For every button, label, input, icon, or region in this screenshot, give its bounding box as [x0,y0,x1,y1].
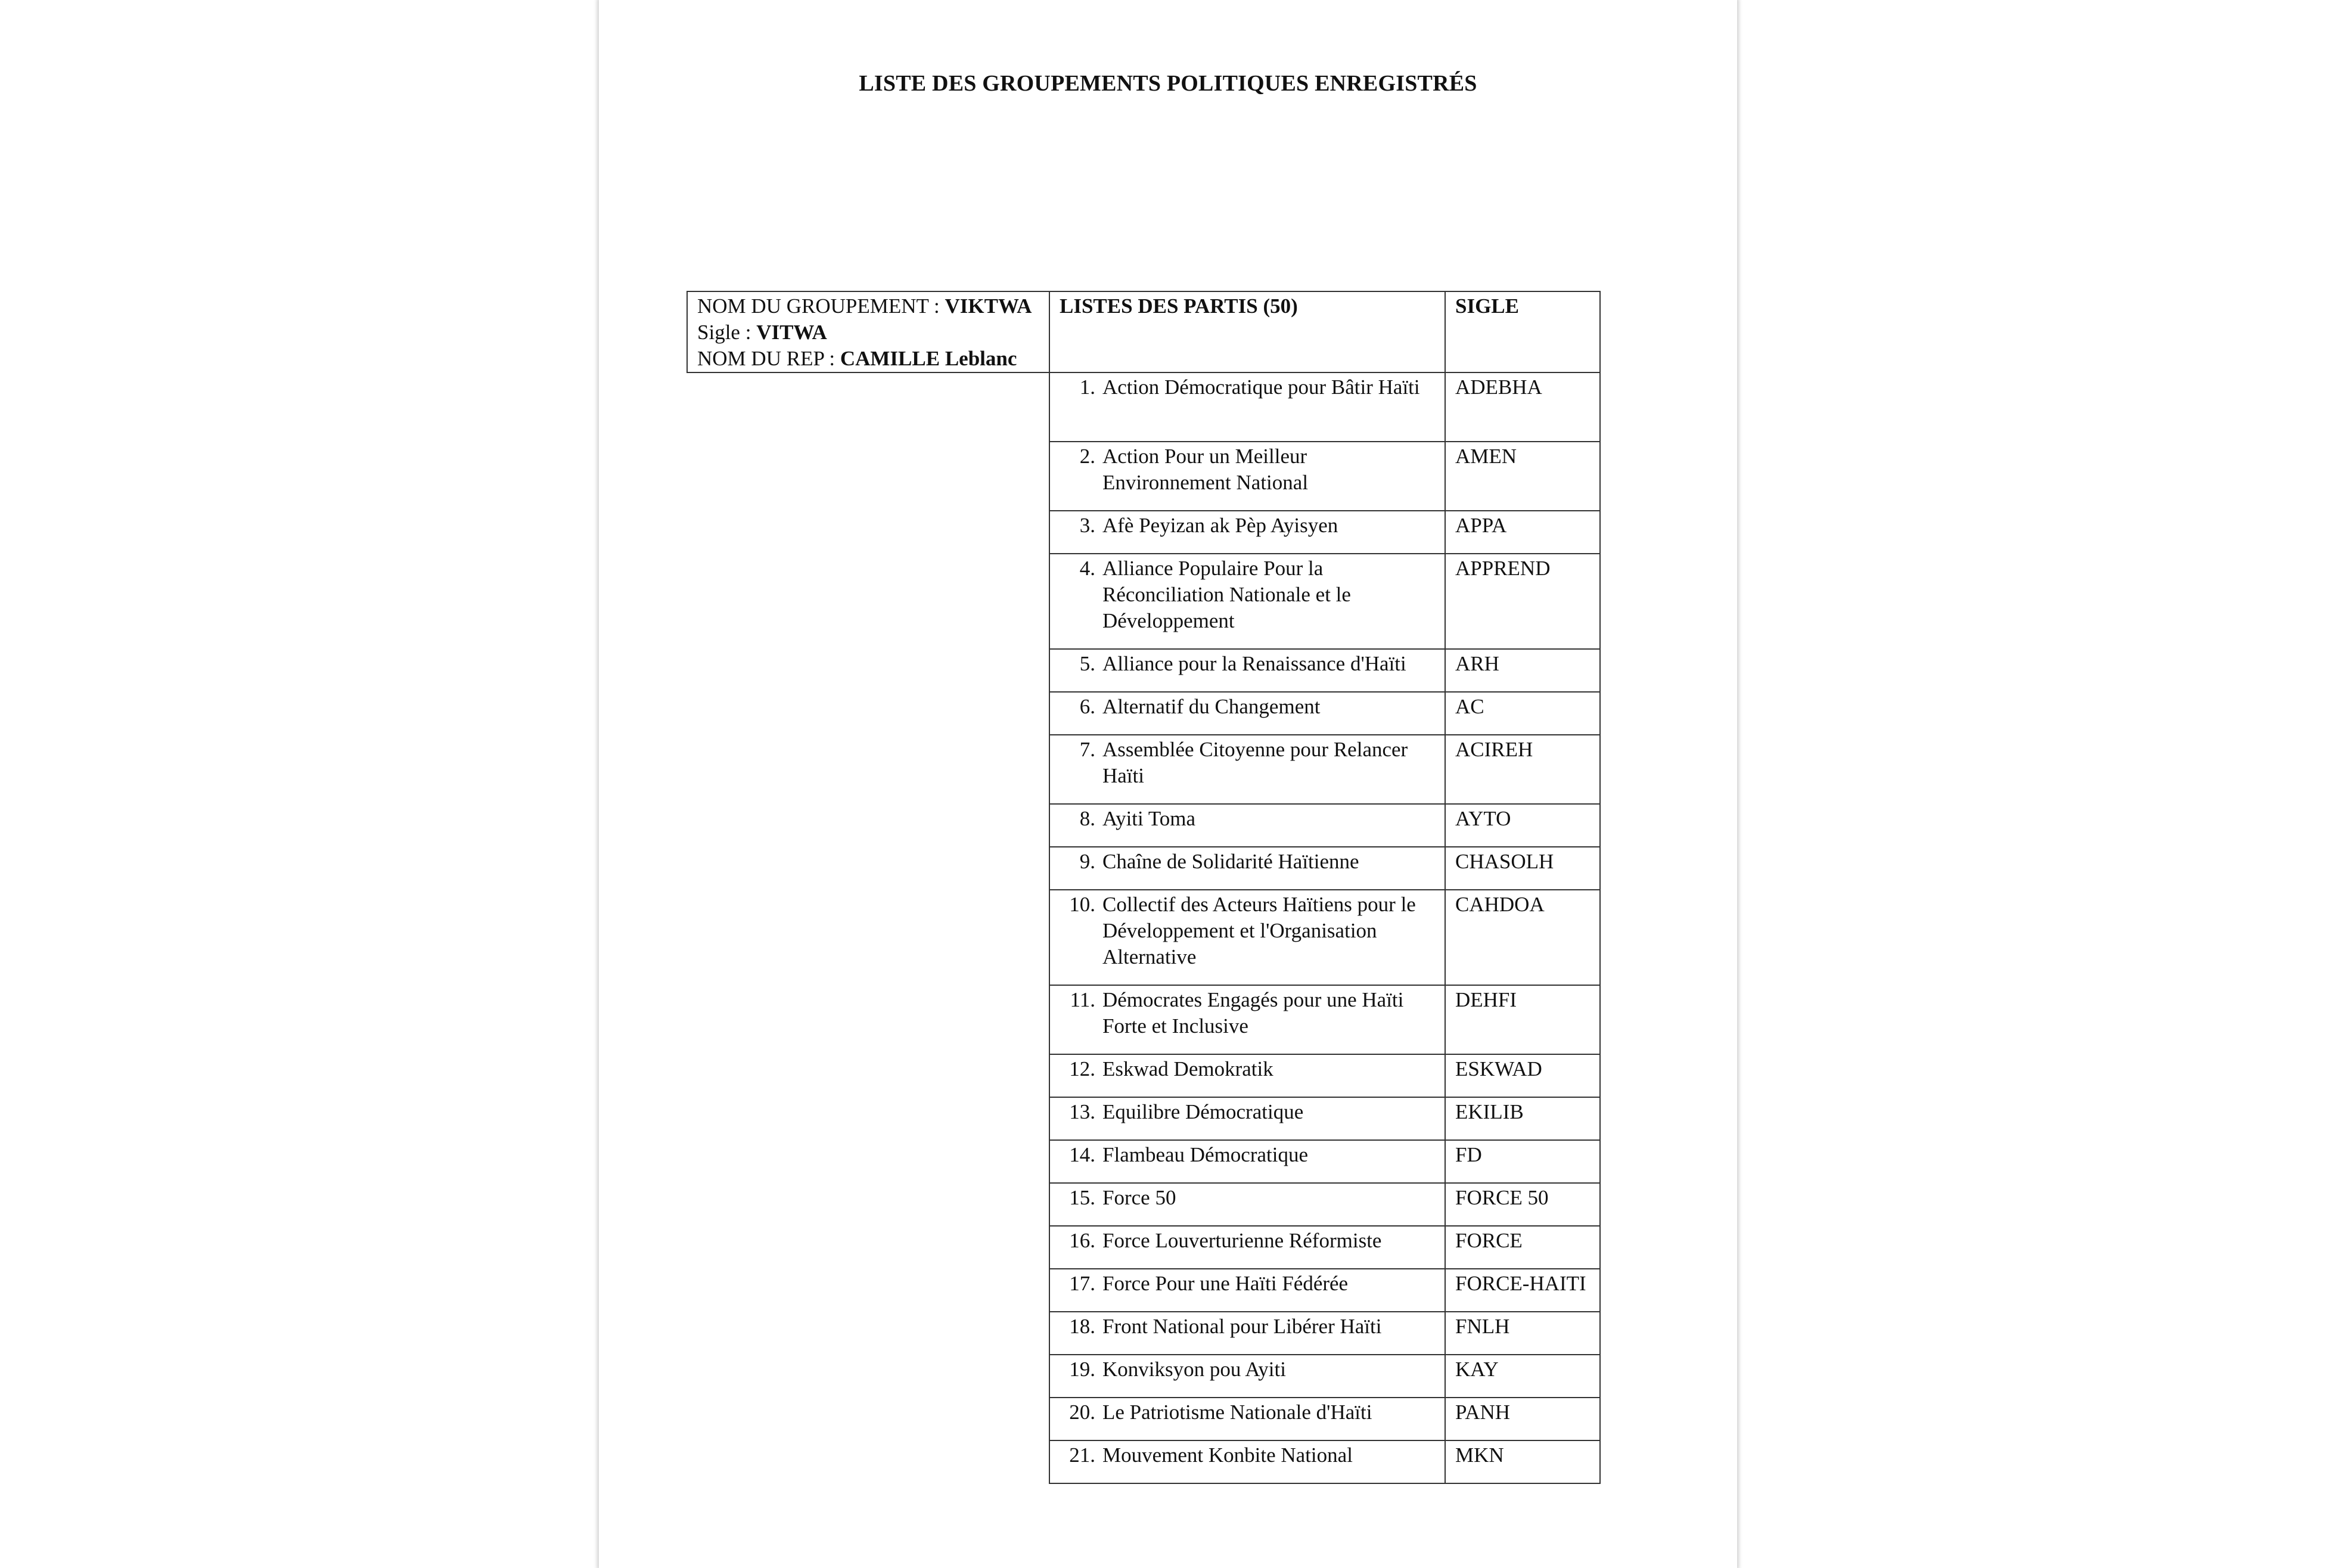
party-name-cell [1049,442,1445,511]
party-name: Alliance pour la Renaissance d'Haïti [1102,652,1406,675]
party-name-cell [1049,1355,1445,1398]
group-name-value: VIKTWA [945,294,1032,318]
table-row [687,1140,1600,1183]
parties-table [686,291,1601,1484]
table-row [687,1269,1600,1312]
table-row [687,1054,1600,1097]
party-name-cell [1049,985,1445,1054]
party-name: Eskwad Demokratik [1102,1057,1273,1080]
group-rep-line [697,346,1040,372]
party-entry [1060,1271,1436,1297]
table-row [687,890,1600,985]
party-sigle: FORCE [1445,1226,1600,1269]
group-rep-label: NOM DU REP : [697,347,840,370]
table-header-row [687,291,1600,372]
party-name: Assemblée Citoyenne pour Relancer Haïti [1102,738,1408,787]
blank-cell [687,1097,1049,1140]
party-sigle: FNLH [1445,1312,1600,1355]
party-name: Alliance Populaire Pour la Réconciliation Nationale et le Développement [1102,557,1351,632]
party-name: Afè Peyizan ak Pèp Ayisyen [1102,514,1338,537]
party-number: 2. [1079,445,1095,468]
table-row [687,804,1600,847]
party-name-cell [1049,890,1445,985]
blank-cell [687,1140,1049,1183]
party-name: Mouvement Konbite National [1102,1443,1353,1467]
blank-cell [687,1440,1049,1483]
party-entry [1060,1314,1436,1340]
party-entry [1060,1442,1436,1468]
party-number: 13. [1069,1100,1095,1123]
party-sigle: MKN [1445,1440,1600,1483]
party-name-cell [1049,1097,1445,1140]
party-name: Force Louverturienne Réformiste [1102,1229,1382,1252]
blank-cell [687,847,1049,890]
blank-cell [687,1054,1049,1097]
party-entry [1060,987,1436,1039]
group-info-cell [687,291,1049,372]
party-number: 14. [1069,1143,1095,1166]
party-sigle: AMEN [1445,442,1600,511]
blank-cell [687,511,1049,554]
blank-cell [687,1269,1049,1312]
party-name-cell [1049,1312,1445,1355]
party-number: 7. [1079,738,1095,761]
party-number: 20. [1069,1401,1095,1424]
party-entry [1060,1356,1436,1383]
party-name: Equilibre Démocratique [1102,1100,1304,1123]
group-name-line [697,293,1040,319]
party-number: 19. [1069,1358,1095,1381]
party-name-cell [1049,847,1445,890]
party-name-cell [1049,1140,1445,1183]
party-name: Front National pour Libérer Haïti [1102,1315,1382,1338]
party-entry [1060,374,1436,400]
blank-cell [687,372,1049,442]
table-row [687,554,1600,649]
party-entry [1060,1142,1436,1168]
party-entry [1060,737,1436,789]
table-row [687,1440,1600,1483]
blank-cell [687,1398,1049,1440]
table-row [687,1097,1600,1140]
table-row [687,1312,1600,1355]
document-title: LISTE DES GROUPEMENTS POLITIQUES ENREGISTRÉS [859,71,1477,96]
party-name-cell [1049,1183,1445,1226]
blank-cell [687,985,1049,1054]
party-number: 8. [1079,807,1095,830]
table-row [687,692,1600,735]
table-row [687,847,1600,890]
party-number: 1. [1079,375,1095,399]
party-name: Action Démocratique pour Bâtir Haïti [1102,375,1420,399]
party-number: 3. [1079,514,1095,537]
party-entry [1060,849,1436,875]
blank-cell [687,442,1049,511]
party-sigle: CHASOLH [1445,847,1600,890]
party-sigle: AC [1445,692,1600,735]
blank-cell [687,649,1049,692]
group-sigle-value: VITWA [756,321,827,344]
party-number: 5. [1079,652,1095,675]
party-entry [1060,443,1436,496]
party-entry [1060,694,1436,720]
party-name-cell [1049,692,1445,735]
party-name: Force 50 [1102,1186,1176,1209]
party-number: 9. [1079,850,1095,873]
table-row [687,985,1600,1054]
party-number: 16. [1069,1229,1095,1252]
party-sigle: DEHFI [1445,985,1600,1054]
party-sigle: ESKWAD [1445,1054,1600,1097]
party-sigle: APPREND [1445,554,1600,649]
group-rep-value: CAMILLE Leblanc [840,347,1017,370]
parties-column-header: LISTES DES PARTIS (50) [1049,291,1445,372]
table-row [687,372,1600,442]
party-name-cell [1049,1269,1445,1312]
party-sigle: AYTO [1445,804,1600,847]
table-row [687,1183,1600,1226]
blank-cell [687,1312,1049,1355]
party-number: 6. [1079,695,1095,718]
party-entry [1060,1399,1436,1426]
party-number: 12. [1069,1057,1095,1080]
party-name-cell [1049,1226,1445,1269]
table-row [687,649,1600,692]
party-name: Action Pour un Meilleur Environnement National [1102,445,1309,494]
party-sigle: ADEBHA [1445,372,1600,442]
party-entry [1060,555,1436,634]
party-entry [1060,892,1436,970]
party-name: Chaîne de Solidarité Haïtienne [1102,850,1359,873]
sigle-column-header: SIGLE [1445,291,1600,372]
party-entry [1060,1185,1436,1211]
table-row [687,1398,1600,1440]
party-entry [1060,806,1436,832]
party-name: Ayiti Toma [1102,807,1196,830]
party-entry [1060,1228,1436,1254]
blank-cell [687,1183,1049,1226]
blank-cell [687,1226,1049,1269]
party-number: 11. [1070,988,1095,1011]
party-name: Alternatif du Changement [1102,695,1321,718]
party-sigle: KAY [1445,1355,1600,1398]
party-name-cell [1049,511,1445,554]
party-number: 4. [1079,557,1095,580]
table-row [687,442,1600,511]
party-entry [1060,513,1436,539]
blank-cell [687,1355,1049,1398]
party-name: Force Pour une Haïti Fédérée [1102,1272,1349,1295]
party-number: 10. [1069,893,1095,916]
party-sigle: FD [1445,1140,1600,1183]
party-sigle: ACIREH [1445,735,1600,804]
blank-cell [687,692,1049,735]
party-name-cell [1049,1398,1445,1440]
table-row [687,735,1600,804]
party-name-cell [1049,1054,1445,1097]
party-entry [1060,1099,1436,1125]
party-name-cell [1049,735,1445,804]
party-name-cell [1049,554,1445,649]
table-row [687,511,1600,554]
party-sigle: FORCE-HAITI [1445,1269,1600,1312]
blank-cell [687,890,1049,985]
party-name: Le Patriotisme Nationale d'Haïti [1102,1401,1372,1424]
table-row [687,1355,1600,1398]
party-sigle: CAHDOA [1445,890,1600,985]
party-name-cell [1049,804,1445,847]
blank-cell [687,735,1049,804]
party-name-cell [1049,649,1445,692]
group-sigle-label: Sigle : [697,321,757,344]
party-entry [1060,651,1436,677]
party-number: 15. [1069,1186,1095,1209]
party-name: Flambeau Démocratique [1102,1143,1309,1166]
party-number: 21. [1069,1443,1095,1467]
group-sigle-line [697,319,1040,346]
party-name-cell [1049,1440,1445,1483]
party-name-cell [1049,372,1445,442]
party-name: Konviksyon pou Ayiti [1102,1358,1286,1381]
party-number: 18. [1069,1315,1095,1338]
document-page [599,0,1737,1568]
blank-cell [687,554,1049,649]
table-row [687,1226,1600,1269]
party-number: 17. [1069,1272,1095,1295]
party-sigle: FORCE 50 [1445,1183,1600,1226]
party-entry [1060,1056,1436,1082]
party-name: Collectif des Acteurs Haïtiens pour le Développement et l'Organisation Alternative [1102,893,1416,968]
party-sigle: APPA [1445,511,1600,554]
blank-cell [687,804,1049,847]
party-sigle: ARH [1445,649,1600,692]
party-sigle: EKILIB [1445,1097,1600,1140]
group-name-label: NOM DU GROUPEMENT : [697,294,945,318]
party-name: Démocrates Engagés pour une Haïti Forte et Inclusive [1102,988,1404,1038]
party-sigle: PANH [1445,1398,1600,1440]
